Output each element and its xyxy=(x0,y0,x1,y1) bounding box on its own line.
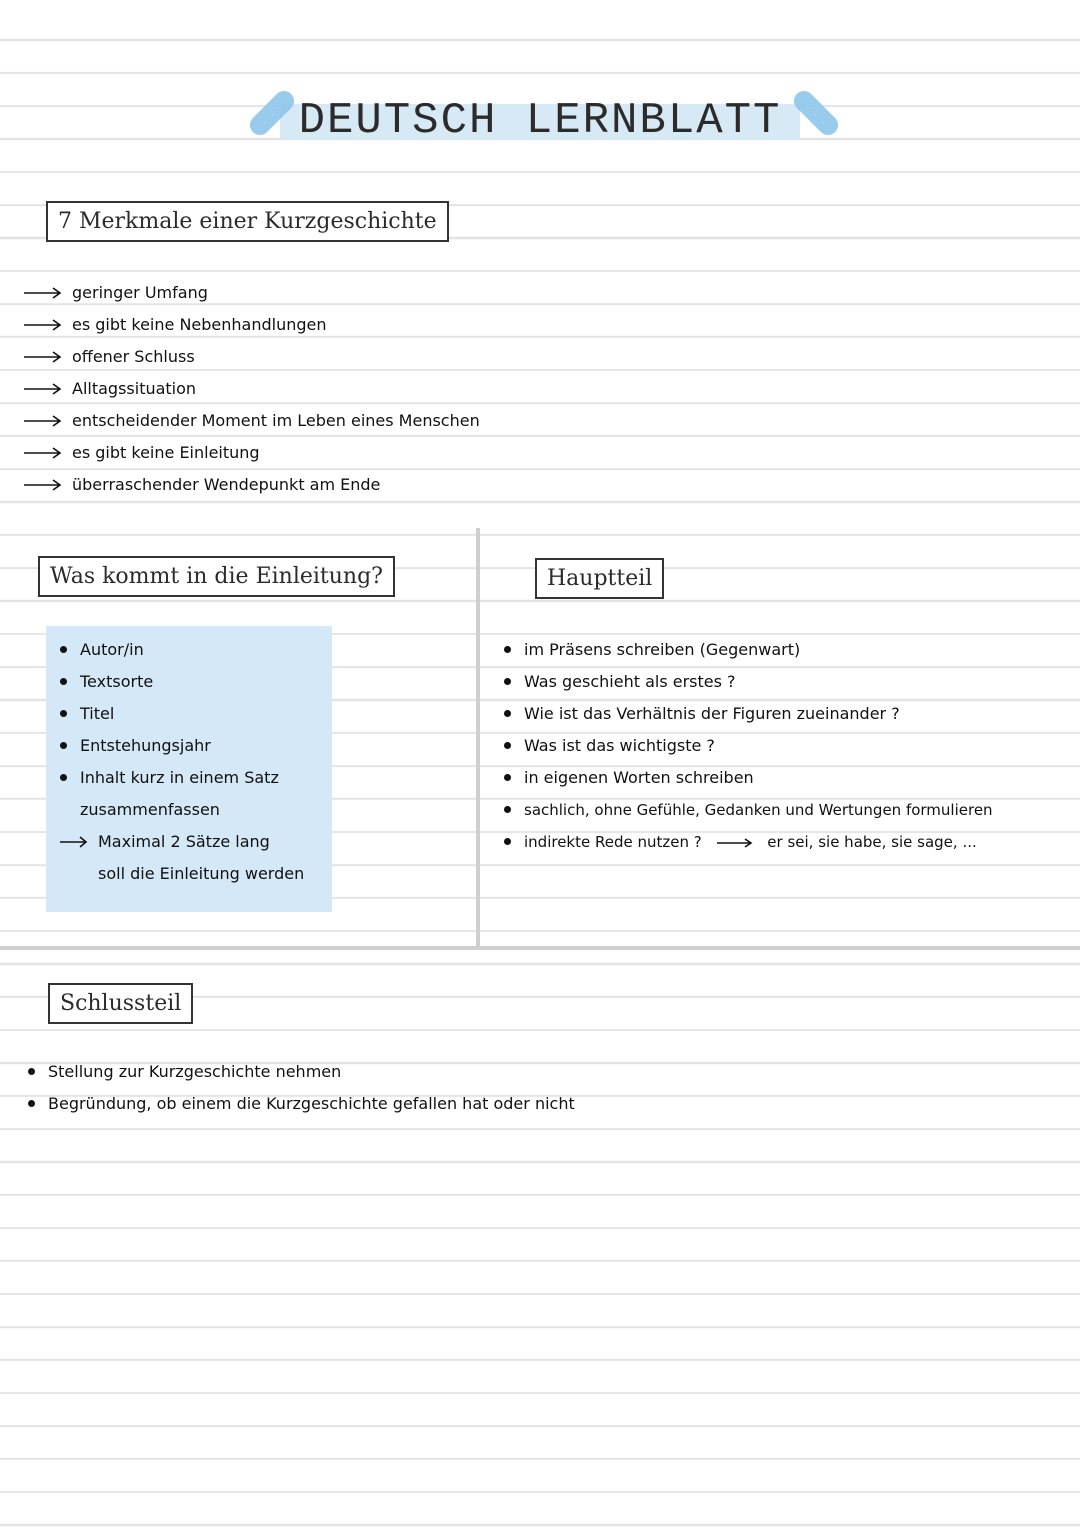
list-item xyxy=(26,1056,575,1088)
list-item-text: Begründung, ob einem die Kurzgeschichte gefallen hat oder nicht xyxy=(48,1094,575,1113)
note-text: soll die Einleitung werden xyxy=(98,864,305,883)
einleitung-note xyxy=(58,826,304,858)
bullet-icon xyxy=(60,742,67,749)
list-item xyxy=(22,309,480,341)
arrow-icon xyxy=(22,341,62,373)
list-item-text: sachlich, ohne Gefühle, Gedanken und Wertungen formulieren xyxy=(524,801,993,819)
vertical-divider xyxy=(476,528,480,950)
list-item xyxy=(26,1088,575,1120)
list-item-text: überraschender Wendepunkt am Ende xyxy=(72,475,381,494)
list-item xyxy=(22,373,480,405)
list-item xyxy=(58,666,304,698)
list-item-text: Entstehungsjahr xyxy=(80,736,211,755)
page-title: DEUTSCH LERNBLATT xyxy=(298,96,782,146)
list-item-text: Titel xyxy=(80,704,115,723)
list-item xyxy=(22,405,480,437)
bullet-icon xyxy=(504,742,511,749)
list-item-text: Stellung zur Kurzgeschichte nehmen xyxy=(48,1062,342,1081)
list-item xyxy=(22,437,480,469)
list-item xyxy=(58,698,304,730)
list-item-text: offener Schluss xyxy=(72,347,195,366)
arrow-icon xyxy=(22,405,62,437)
list-item-text: indirekte Rede nutzen ? xyxy=(524,833,702,851)
list-item xyxy=(58,634,304,666)
list-item-text: Was geschieht als erstes ? xyxy=(524,672,736,691)
list-item xyxy=(22,341,480,373)
list-item-text: im Präsens schreiben (Gegenwart) xyxy=(524,640,801,659)
list-item xyxy=(502,666,993,698)
list-item xyxy=(58,730,304,762)
list-item xyxy=(502,794,993,826)
list-item-text: Wie ist das Verhältnis der Figuren zueinander ? xyxy=(524,704,900,723)
bullet-icon xyxy=(504,678,511,685)
list-item xyxy=(58,762,304,794)
list-item xyxy=(502,698,993,730)
bullet-icon xyxy=(60,774,67,781)
list-item-text: entscheidender Moment im Leben eines Menschen xyxy=(72,411,480,430)
list-item-text: in eigenen Worten schreiben xyxy=(524,768,754,787)
bullet-icon xyxy=(60,646,67,653)
bullet-icon xyxy=(504,774,511,781)
list-item xyxy=(502,634,993,666)
list-item xyxy=(22,469,480,501)
note-text: Maximal 2 Sätze lang xyxy=(98,832,270,851)
arrow-icon xyxy=(715,835,755,851)
hauptteil-heading: Hauptteil xyxy=(535,558,664,599)
bullet-icon xyxy=(28,1100,35,1107)
schlussteil-heading: Schlussteil xyxy=(48,983,193,1024)
list-item-text: geringer Umfang xyxy=(72,283,208,302)
list-item-text: Inhalt kurz in einem Satz xyxy=(80,768,279,787)
horizontal-divider xyxy=(0,946,1080,950)
arrow-icon xyxy=(22,437,62,469)
list-item-text: Was ist das wichtigste ? xyxy=(524,736,715,755)
arrow-icon xyxy=(22,469,62,501)
list-item xyxy=(502,762,993,794)
arrow-icon xyxy=(22,277,62,309)
example-text: er sei, sie habe, sie sage, ... xyxy=(767,833,977,851)
list-item xyxy=(22,277,480,309)
bullet-icon xyxy=(28,1068,35,1075)
bullet-icon xyxy=(60,678,67,685)
list-item-continuation xyxy=(58,794,304,826)
hauptteil-list xyxy=(502,634,993,858)
arrow-icon xyxy=(22,309,62,341)
bullet-icon xyxy=(60,710,67,717)
merkmale-list xyxy=(22,277,480,501)
list-item-text: es gibt keine Nebenhandlungen xyxy=(72,315,327,334)
bullet-icon xyxy=(504,646,511,653)
list-item-text: zusammenfassen xyxy=(80,800,220,819)
schlussteil-list xyxy=(26,1056,575,1120)
bullet-icon xyxy=(504,806,511,813)
einleitung-heading: Was kommt in die Einleitung? xyxy=(38,556,395,597)
list-item xyxy=(502,730,993,762)
list-item-text: es gibt keine Einleitung xyxy=(72,443,260,462)
einleitung-note-continuation xyxy=(58,858,304,890)
merkmale-heading: 7 Merkmale einer Kurzgeschichte xyxy=(46,201,449,242)
einleitung-list xyxy=(58,634,304,890)
bullet-icon xyxy=(504,838,511,845)
list-item-text: Alltagssituation xyxy=(72,379,197,398)
arrow-icon xyxy=(22,373,62,405)
title-block xyxy=(240,86,840,146)
list-item-text: Autor/in xyxy=(80,640,144,659)
arrow-icon xyxy=(58,826,90,858)
list-item-text: Textsorte xyxy=(80,672,154,691)
bullet-icon xyxy=(504,710,511,717)
list-item xyxy=(502,826,993,858)
